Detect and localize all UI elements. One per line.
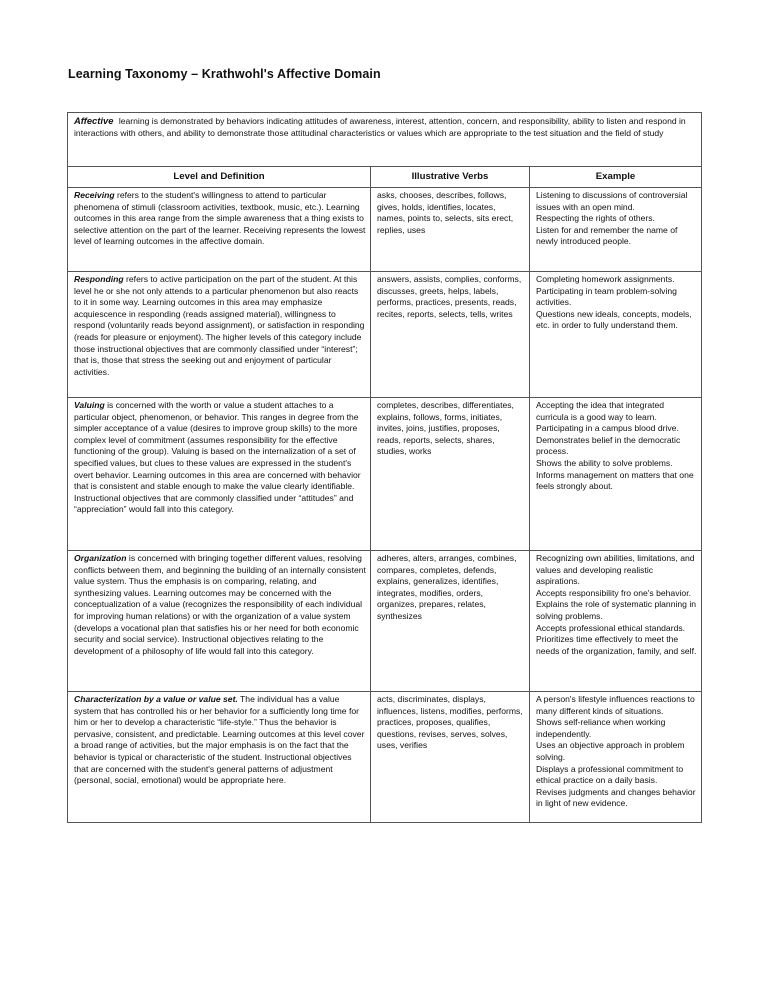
example-item: Listening to discussions of controversial issues with an open mind. <box>536 190 688 212</box>
example-cell <box>530 551 702 692</box>
level-definition: is concerned with the worth or value a student attaches to a particular object, phenomenon, or behavior. This ranges in degree from the simpler acceptance of a value (desires to improve group skills) to the more complex level of commitment (assumes responsibility for the effective functioning of the group). Valuing is based on the internalization of a set of specified values, but clues to these values are expressed in the student's overt behavior. Learning outcomes in this area are concerned with behavior that is consistent and stable enough to make the value clearly identifiable. Instructional objectives that are commonly classified under “attitudes” and “appreciation” would fall into this category. <box>74 400 361 515</box>
header-row <box>68 167 702 188</box>
verbs-cell: adheres, alters, arranges, combines, compares, completes, defends, explains, generalizes, identifies, integrates, modifies, orders, organizes, prepares, relates, synthesizes <box>371 551 530 692</box>
example-item: Participating in a campus blood drive. <box>536 423 679 434</box>
example-item: Questions new ideals, concepts, models, etc. in order to fully understand them. <box>536 308 692 331</box>
intro-row <box>68 113 702 167</box>
example-item: Shows the ability to solve problems. <box>536 457 673 468</box>
level-term: Responding <box>74 274 124 284</box>
example-item: Accepting the idea that integrated curricula is a good way to learn. <box>536 400 665 422</box>
header-example: Example <box>530 167 702 188</box>
example-item: Recognizing own abilities, limitations, and values and developing realistic aspirations. <box>536 553 695 587</box>
example-item: Shows self-reliance when working independently. <box>536 717 666 739</box>
level-definition: is concerned with bringing together different values, resolving conflicts between them, and beginning the building of an internally consistent value system. Thus the emphasis is on comparing, relating, and synthesizing values. Learning outcomes may be concerned with the conceptualization of a value (recognizes the responsibility of each individual for improving human relations) or with the organization of a value system (develops a vocational plan that satisfies his or her need for both economic security and social service). Instructional objectives relating to the development of a philosophy of life would fall into this category. <box>74 553 366 656</box>
example-item: Listen for and remember the name of newly introduced people. <box>536 224 678 247</box>
example-item: Accepts professional ethical standards. <box>536 622 686 633</box>
example-item: Revises judgments and changes behavior in light of new evidence. <box>536 786 696 809</box>
example-item: Prioritizes time effectively to meet the needs of the organization, family, and self. <box>536 634 697 656</box>
example-item: Displays a professional commitment to ethical practice on a daily basis. <box>536 763 684 786</box>
level-term: Valuing <box>74 400 105 410</box>
example-item: A person's lifestyle influences reactions to many different kinds of situations. <box>536 694 695 716</box>
example-item: Respecting the rights of others. <box>536 213 655 224</box>
example-cell <box>530 272 702 398</box>
header-verbs: Illustrative Verbs <box>371 167 530 188</box>
taxonomy-table <box>67 112 702 823</box>
example-item: Completing homework assignments. <box>536 274 675 284</box>
table-row <box>68 398 702 551</box>
intro-cell <box>68 113 702 167</box>
example-cell <box>530 398 702 551</box>
verbs-cell: acts, discriminates, displays, influences, listens, modifies, performs, practices, proposes, qualifies, questions, revises, serves, solves, uses, verifies <box>371 692 530 823</box>
intro-term: Affective <box>74 115 114 126</box>
intro-text: learning is demonstrated by behaviors indicating attitudes of awareness, interest, attention, concern, and responsibility, ability to listen and respond in interactions with others, and ability to demonstrate those attitudinal characteristics or values which are appropriate to the test situation and the field of study <box>74 116 686 138</box>
level-definition: refers to active participation on the part of the student. At this level he or she not only attends to a particular phenomenon but also reacts to it in some way. Learning outcomes in this area may emphasize acquiescence in responding (reads assigned material), willingness to respond (voluntarily reads beyond assignment), or satisfaction in responding (reads for pleasure or enjoyment). The higher levels of this category include those instructional objectives that are commonly classified under “interest”; that is, those that stress the seeking out and enjoyment of particular activities. <box>74 274 365 377</box>
table-row <box>68 188 702 272</box>
level-term: Receiving <box>74 190 115 200</box>
level-definition-cell <box>68 272 371 398</box>
level-definition-cell <box>68 692 371 823</box>
level-definition: The individual has a value system that has controlled his or her behavior for a sufficiently long time for him or her to develop a characteristic “life-style.” Thus the behavior is pervasive, consistent, and predictable. Learning outcomes at this level cover a broad range of activities, but the major emphasis is on the fact that the behavior is typical or characteristic of the student. Instructional objectives that are concerned with the student's general patterns of adjustment (personal, social, emotional) would be appropriate here. <box>74 694 365 786</box>
level-definition: refers to the student's willingness to attend to particular phenomena of stimuli (classroom activities, textbook, music, etc.). Learning outcomes in this area range from the simple awareness that a thing exists to selective attention on the part of the learner. Receiving represents the lowest level of learning outcomes in the affective domain. <box>74 190 366 247</box>
example-cell <box>530 188 702 272</box>
verbs-cell: completes, describes, differentiates, explains, follows, forms, initiates, invites, joins, justifies, proposes, reads, reports, selects, shares, studies, works <box>371 398 530 551</box>
example-item: Uses an objective approach in problem solving. <box>536 740 685 762</box>
level-definition-cell <box>68 398 371 551</box>
level-term: Characterization by a value or value set. <box>74 694 238 704</box>
example-item: Informs management on matters that one feels strongly about. <box>536 469 694 492</box>
example-item: Demonstrates belief in the democratic process. <box>536 434 681 457</box>
table-row <box>68 272 702 398</box>
level-term: Organization <box>74 553 127 563</box>
table-row <box>68 692 702 823</box>
verbs-cell: asks, chooses, describes, follows, gives, holds, identifies, locates, names, points to, selects, sits erect, replies, uses <box>371 188 530 272</box>
level-definition-cell <box>68 188 371 272</box>
level-definition-cell <box>68 551 371 692</box>
page-title: Learning Taxonomy – Krathwohl's Affective Domain <box>68 67 381 81</box>
header-level: Level and Definition <box>68 167 371 188</box>
verbs-cell: answers, assists, complies, conforms, discusses, greets, helps, labels, performs, practices, presents, reads, recites, reports, selects, tells, writes <box>371 272 530 398</box>
example-item: Accepts responsibility fro one's behavior. <box>536 587 691 598</box>
example-item: Participating in team problem-solving activities. <box>536 285 677 308</box>
table-row <box>68 551 702 692</box>
example-cell <box>530 692 702 823</box>
example-item: Explains the role of systematic planning in solving problems. <box>536 599 697 621</box>
